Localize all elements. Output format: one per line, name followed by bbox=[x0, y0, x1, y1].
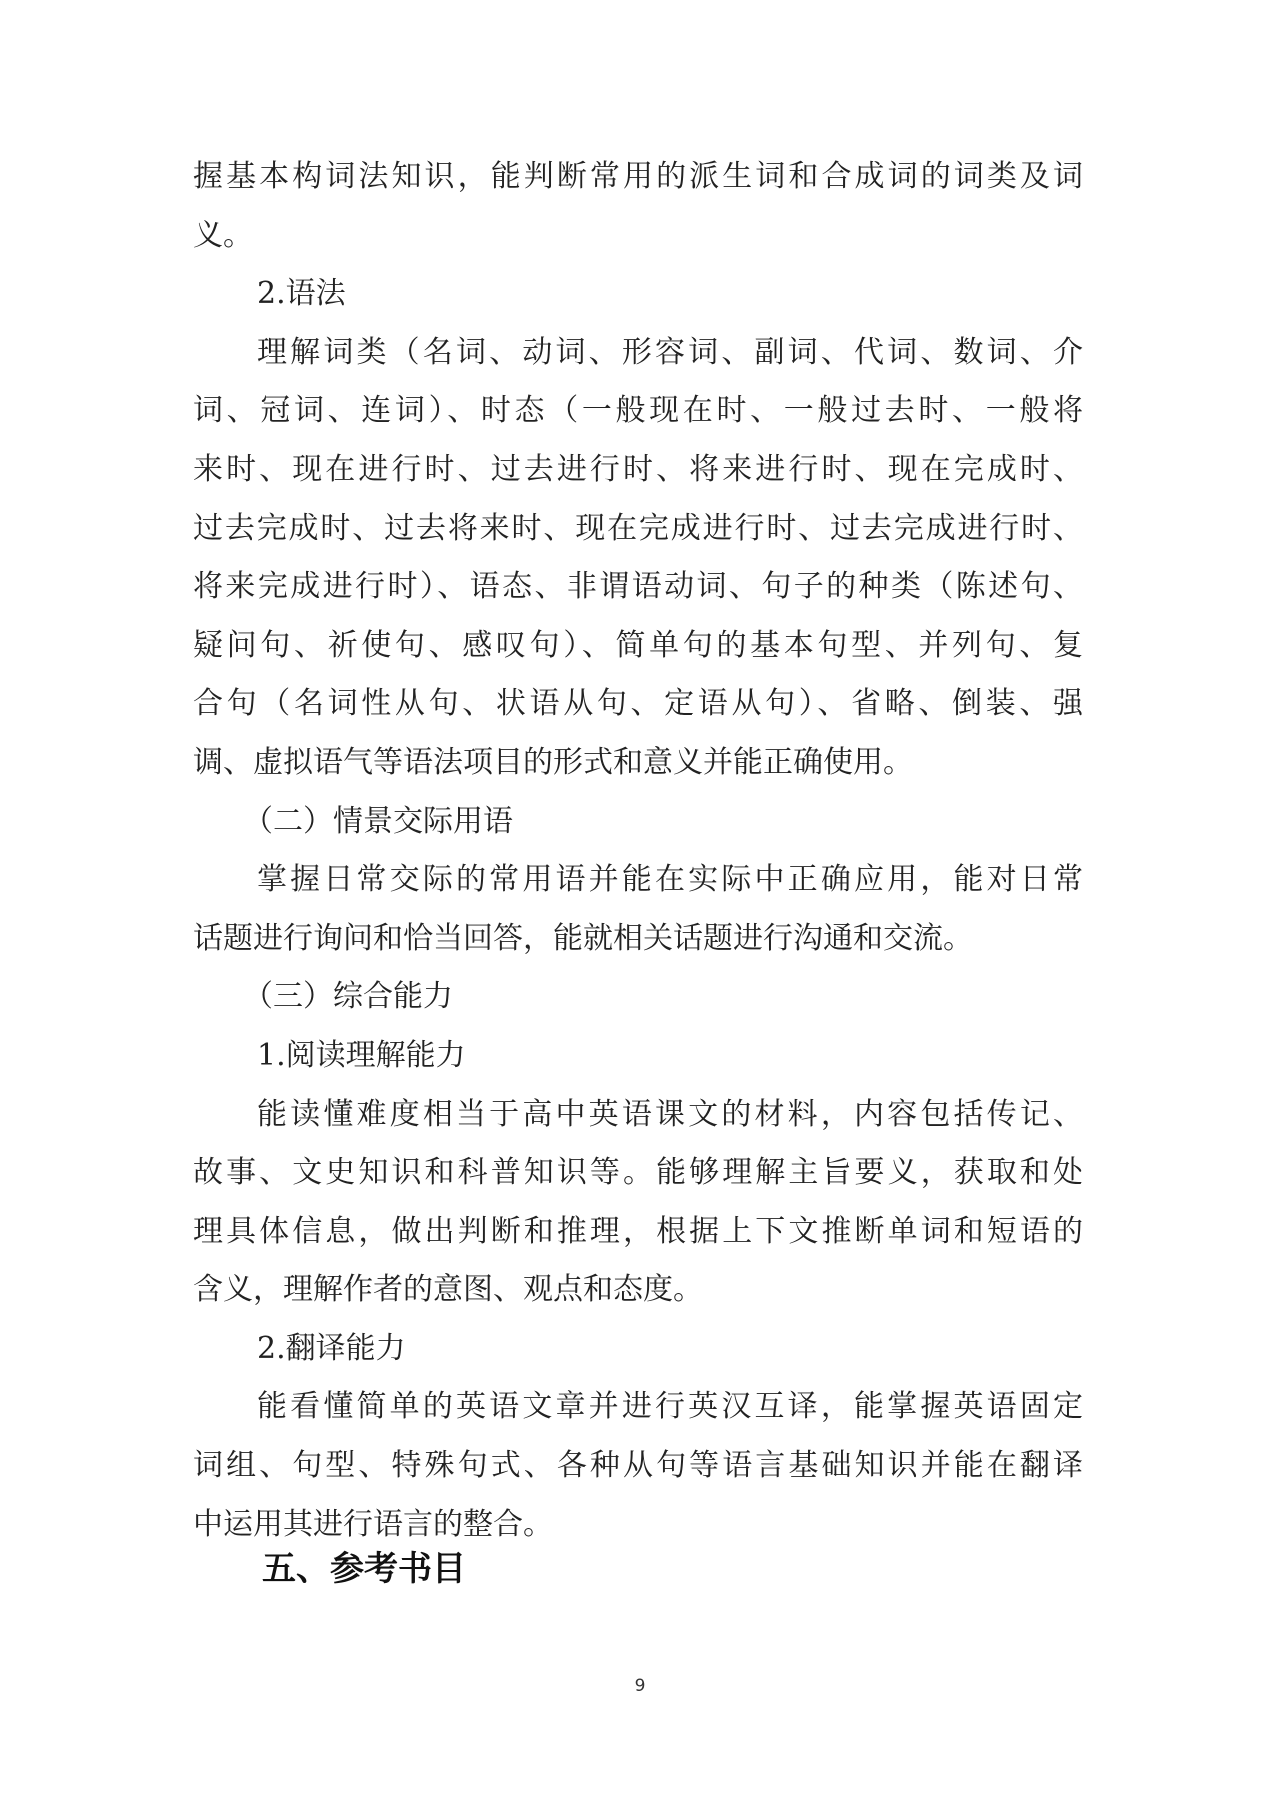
paragraph-line: 话题进行询问和恰当回答，能就相关话题进行沟通和交流。 bbox=[193, 920, 973, 956]
page-number: 9 bbox=[634, 1676, 646, 1696]
subheading-comprehensive-ability: （三）综合能力 bbox=[243, 979, 453, 1015]
paragraph-line: 调、虚拟语气等语法项目的形式和意义并能正确使用。 bbox=[193, 744, 913, 780]
subheading-translation: 2.翻译能力 bbox=[257, 1330, 406, 1366]
body-text bbox=[193, 148, 1083, 1554]
paragraph-line: 义。 bbox=[193, 217, 253, 253]
paragraph-line: 合句（名词性从句、状语从句、定语从句）、省略、倒装、强 bbox=[193, 686, 1083, 722]
paragraph-line: 词、冠词、连词）、时态（一般现在时、一般过去时、一般将 bbox=[193, 393, 1083, 429]
paragraph-line: 握基本构词法知识，能判断常用的派生词和合成词的词类及词 bbox=[193, 159, 1083, 194]
subheading-grammar: 2.语法 bbox=[257, 276, 346, 312]
paragraph-line: 词组、句型、特殊句式、各种从句等语言基础知识并能在翻译 bbox=[193, 1448, 1083, 1484]
section-heading: 五、参考书目 bbox=[262, 1549, 466, 1589]
paragraph-line: 故事、文史知识和科普知识等。能够理解主旨要义，获取和处 bbox=[193, 1155, 1083, 1191]
paragraph-line: 过去完成时、过去将来时、现在完成进行时、过去完成进行时、 bbox=[193, 510, 1083, 546]
paragraph-line: 能读懂难度相当于高中英语课文的材料，内容包括传记、 bbox=[257, 1096, 1083, 1132]
paragraph-line: 将来完成进行时）、语态、非谓语动词、句子的种类（陈述句、 bbox=[193, 569, 1083, 605]
paragraph-line: 来时、现在进行时、过去进行时、将来进行时、现在完成时、 bbox=[193, 451, 1083, 487]
paragraph-line: 掌握日常交际的常用语并能在实际中正确应用，能对日常 bbox=[257, 862, 1083, 898]
paragraph-line: 能看懂简单的英语文章并进行英汉互译，能掌握英语固定 bbox=[257, 1389, 1083, 1425]
subheading-situational-phrases: （二）情景交际用语 bbox=[243, 803, 513, 839]
subheading-reading: 1.阅读理解能力 bbox=[257, 1037, 466, 1073]
paragraph-line: 中运用其进行语言的整合。 bbox=[193, 1506, 553, 1542]
paragraph-line: 含义，理解作者的意图、观点和态度。 bbox=[193, 1272, 703, 1308]
paragraph-line: 理解词类（名词、动词、形容词、副词、代词、数词、介 bbox=[257, 334, 1083, 370]
paragraph-line: 理具体信息，做出判断和推理，根据上下文推断单词和短语的 bbox=[193, 1213, 1083, 1249]
paragraph-line: 疑问句、祈使句、感叹句）、简单句的基本句型、并列句、复 bbox=[193, 627, 1083, 663]
